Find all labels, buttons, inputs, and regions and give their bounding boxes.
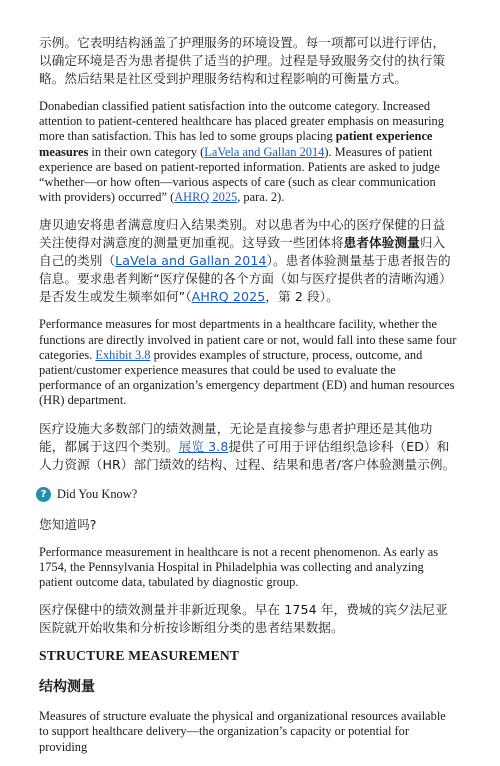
did-you-know-label-zh: 您知道吗? (39, 516, 97, 532)
did-you-know-callout (36, 485, 457, 505)
text-span: 唐贝迪安将患者满意度归入结果类别。对以患者为中心的医疗保健的日益关注使得对满意度的测量更加重视。这导致一些团体将 (39, 217, 446, 251)
text-span: ）。患者体验测量基于患者报告的信息。要求患者判断“医疗保健的各个方面（如与医疗提供者的清晰沟通）是否发生或发生频率如何”（ (39, 253, 452, 305)
text-span: 提供了可用于评估组织急诊科（ED）和人力资源（HR）部门绩效的结构、过程、结果和患者/客户体验测量示例。 (39, 438, 456, 472)
did-you-know-label: Did You Know? (57, 487, 138, 502)
text-span: Donabedian classified patient satisfaction into the outcome category. Increased attention to patient-centered healthcare has placed greater emphasis on measuring more than satisfaction. This has led to some groups placing (39, 99, 444, 144)
citation-link-lavela[interactable]: LaVela and Gallan 2014 (204, 144, 325, 159)
exhibit-link[interactable]: 展览 3.8 (178, 438, 229, 454)
section-heading-zh: 结构测量 (39, 679, 95, 696)
text-span: ). Measures of patient experience are based on patient-reported information. Patients are asked to judge “whether—or how often—various aspects of care (such as clear communication with providers) occurred” ( (39, 144, 440, 205)
paragraph-zh-1: 示例。它表明结构涵盖了护理服务的环境设置。每一项都可以进行评估，以确定环境是否为患者提供了适当的护理。过程是导致服务交付的执行策略。然后结果是社区受到护理服务结构和过程影响的可衡量方式。 (39, 35, 446, 86)
question-mark-icon: ? (36, 487, 51, 502)
paragraph-en-performance-measures (39, 317, 457, 408)
paragraph-zh-patient-satisfaction (39, 216, 457, 306)
text-span: in their own category ( (88, 144, 205, 159)
text-span: provides examples of structure, process, outcome, and patient/customer experience measures that could be used to evaluate the performance of an organization’s emergency department (ED) and human resources (HR) department. (39, 347, 455, 408)
document-page (39, 34, 457, 766)
exhibit-link[interactable]: Exhibit 3.8 (95, 347, 151, 362)
paragraph-en-history: Performance measurement in healthcare is not a recent phenomenon. As early as 1754, the Pennsylvania Hospital in Philadelphia was collecting and analyzing patient outcome data, tabulated by diagnostic group. (39, 544, 439, 590)
text-span: Performance measures for most departments in a healthcare facility, whether the functions are directly involved in patient care or not, would fall into these same four categories. (39, 317, 457, 362)
paragraph-en-patient-satisfaction (39, 99, 457, 205)
bold-term: 患者体验测量 (343, 235, 420, 251)
section-heading-en: STRUCTURE MEASUREMENT (39, 648, 240, 664)
bold-term: patient experience measures (39, 129, 433, 159)
text-span: , para. 2). (237, 190, 285, 205)
text-span: 归入自己的类别（ (39, 235, 446, 269)
text-span: ，第 2 段）。 (265, 289, 339, 305)
text-span: 医疗设施大多数部门的绩效测量，无论是直接参与患者护理还是其他功能，都属于这四个类别。 (39, 420, 433, 454)
paragraph-en-structure: Measures of structure evaluate the physical and organizational resources available to support healthcare delivery—the organization’s capacity or potential for providing (39, 709, 446, 754)
citation-link-ahrq[interactable]: AHRQ 2025 (191, 289, 266, 305)
citation-link-ahrq[interactable]: AHRQ 2025 (174, 190, 238, 205)
citation-link-lavela[interactable]: LaVela and Gallan 2014 (115, 253, 267, 269)
paragraph-zh-performance-measures (39, 420, 457, 474)
paragraph-zh-history: 医疗保健中的绩效测量并非新近现象。早在 1754 年，费城的宾夕法尼亚医院就开始收集和分析按诊断组分类的患者结果数据。 (39, 602, 448, 636)
